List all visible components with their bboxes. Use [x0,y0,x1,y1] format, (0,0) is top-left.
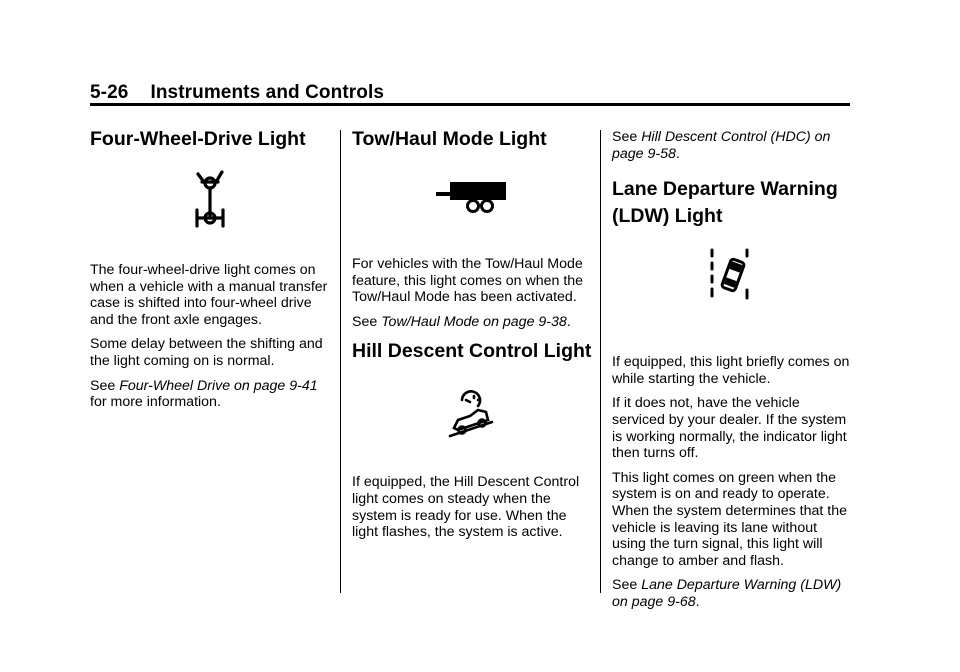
page-header [90,82,384,104]
cross-reference: See Four-Wheel Drive on page 9-41 for more information. [90,377,318,411]
paragraph: If it does not, have the vehicle serviced by your dealer. If the system is working normally, the indicator light then turns off. [612,395,847,462]
column-lane-departure [612,118,852,619]
four-wheel-drive-icon [90,170,330,262]
four-wheel-drive-heading: Four-Wheel-Drive Light [90,128,306,150]
paragraph: If equipped, this light briefly comes on while starting the vehicle. [612,354,850,387]
column-tow-haul [352,118,592,549]
lane-departure-heading: Lane Departure Warning (LDW) Light [612,178,838,228]
paragraph: This light comes on green when the system is on and ready to operate. When the system determines that the vehicle is leaving its lane without using the turn signal, this light will change to amber and flash. [612,469,847,569]
page-number: 5-26 [90,82,129,103]
tow-haul-heading: Tow/Haul Mode Light [352,128,547,150]
column-separator [600,130,601,593]
column-four-wheel-drive [90,118,330,419]
section-title: Instruments and Controls [150,82,385,103]
trailer-icon [352,182,592,256]
paragraph: If equipped, the Hill Descent Control light comes on steady when the system is ready for use. When the light flashes, the system is active. [352,474,580,541]
cross-reference: See Tow/Haul Mode on page 9-38. [352,313,571,330]
hill-descent-icon [352,390,592,474]
paragraph: For vehicles with the Tow/Haul Mode feature, this light comes on when the Tow/Haul Mode has been activated. [352,256,584,306]
cross-reference: See Hill Descent Control (HDC) on page 9-58. [612,129,831,162]
cross-reference: See Lane Departure Warning (LDW) on page 9-68. [612,577,842,610]
header-rule [90,103,850,106]
paragraph: The four-wheel-drive light comes on when a vehicle with a manual transfer case is shifted into four-wheel drive and the front axle engages. [90,262,328,328]
hill-descent-heading: Hill Descent Control Light [352,340,592,363]
lane-departure-icon [612,246,852,354]
paragraph: Some delay between the shifting and the light coming on is normal. [90,336,323,369]
column-separator [340,130,341,593]
